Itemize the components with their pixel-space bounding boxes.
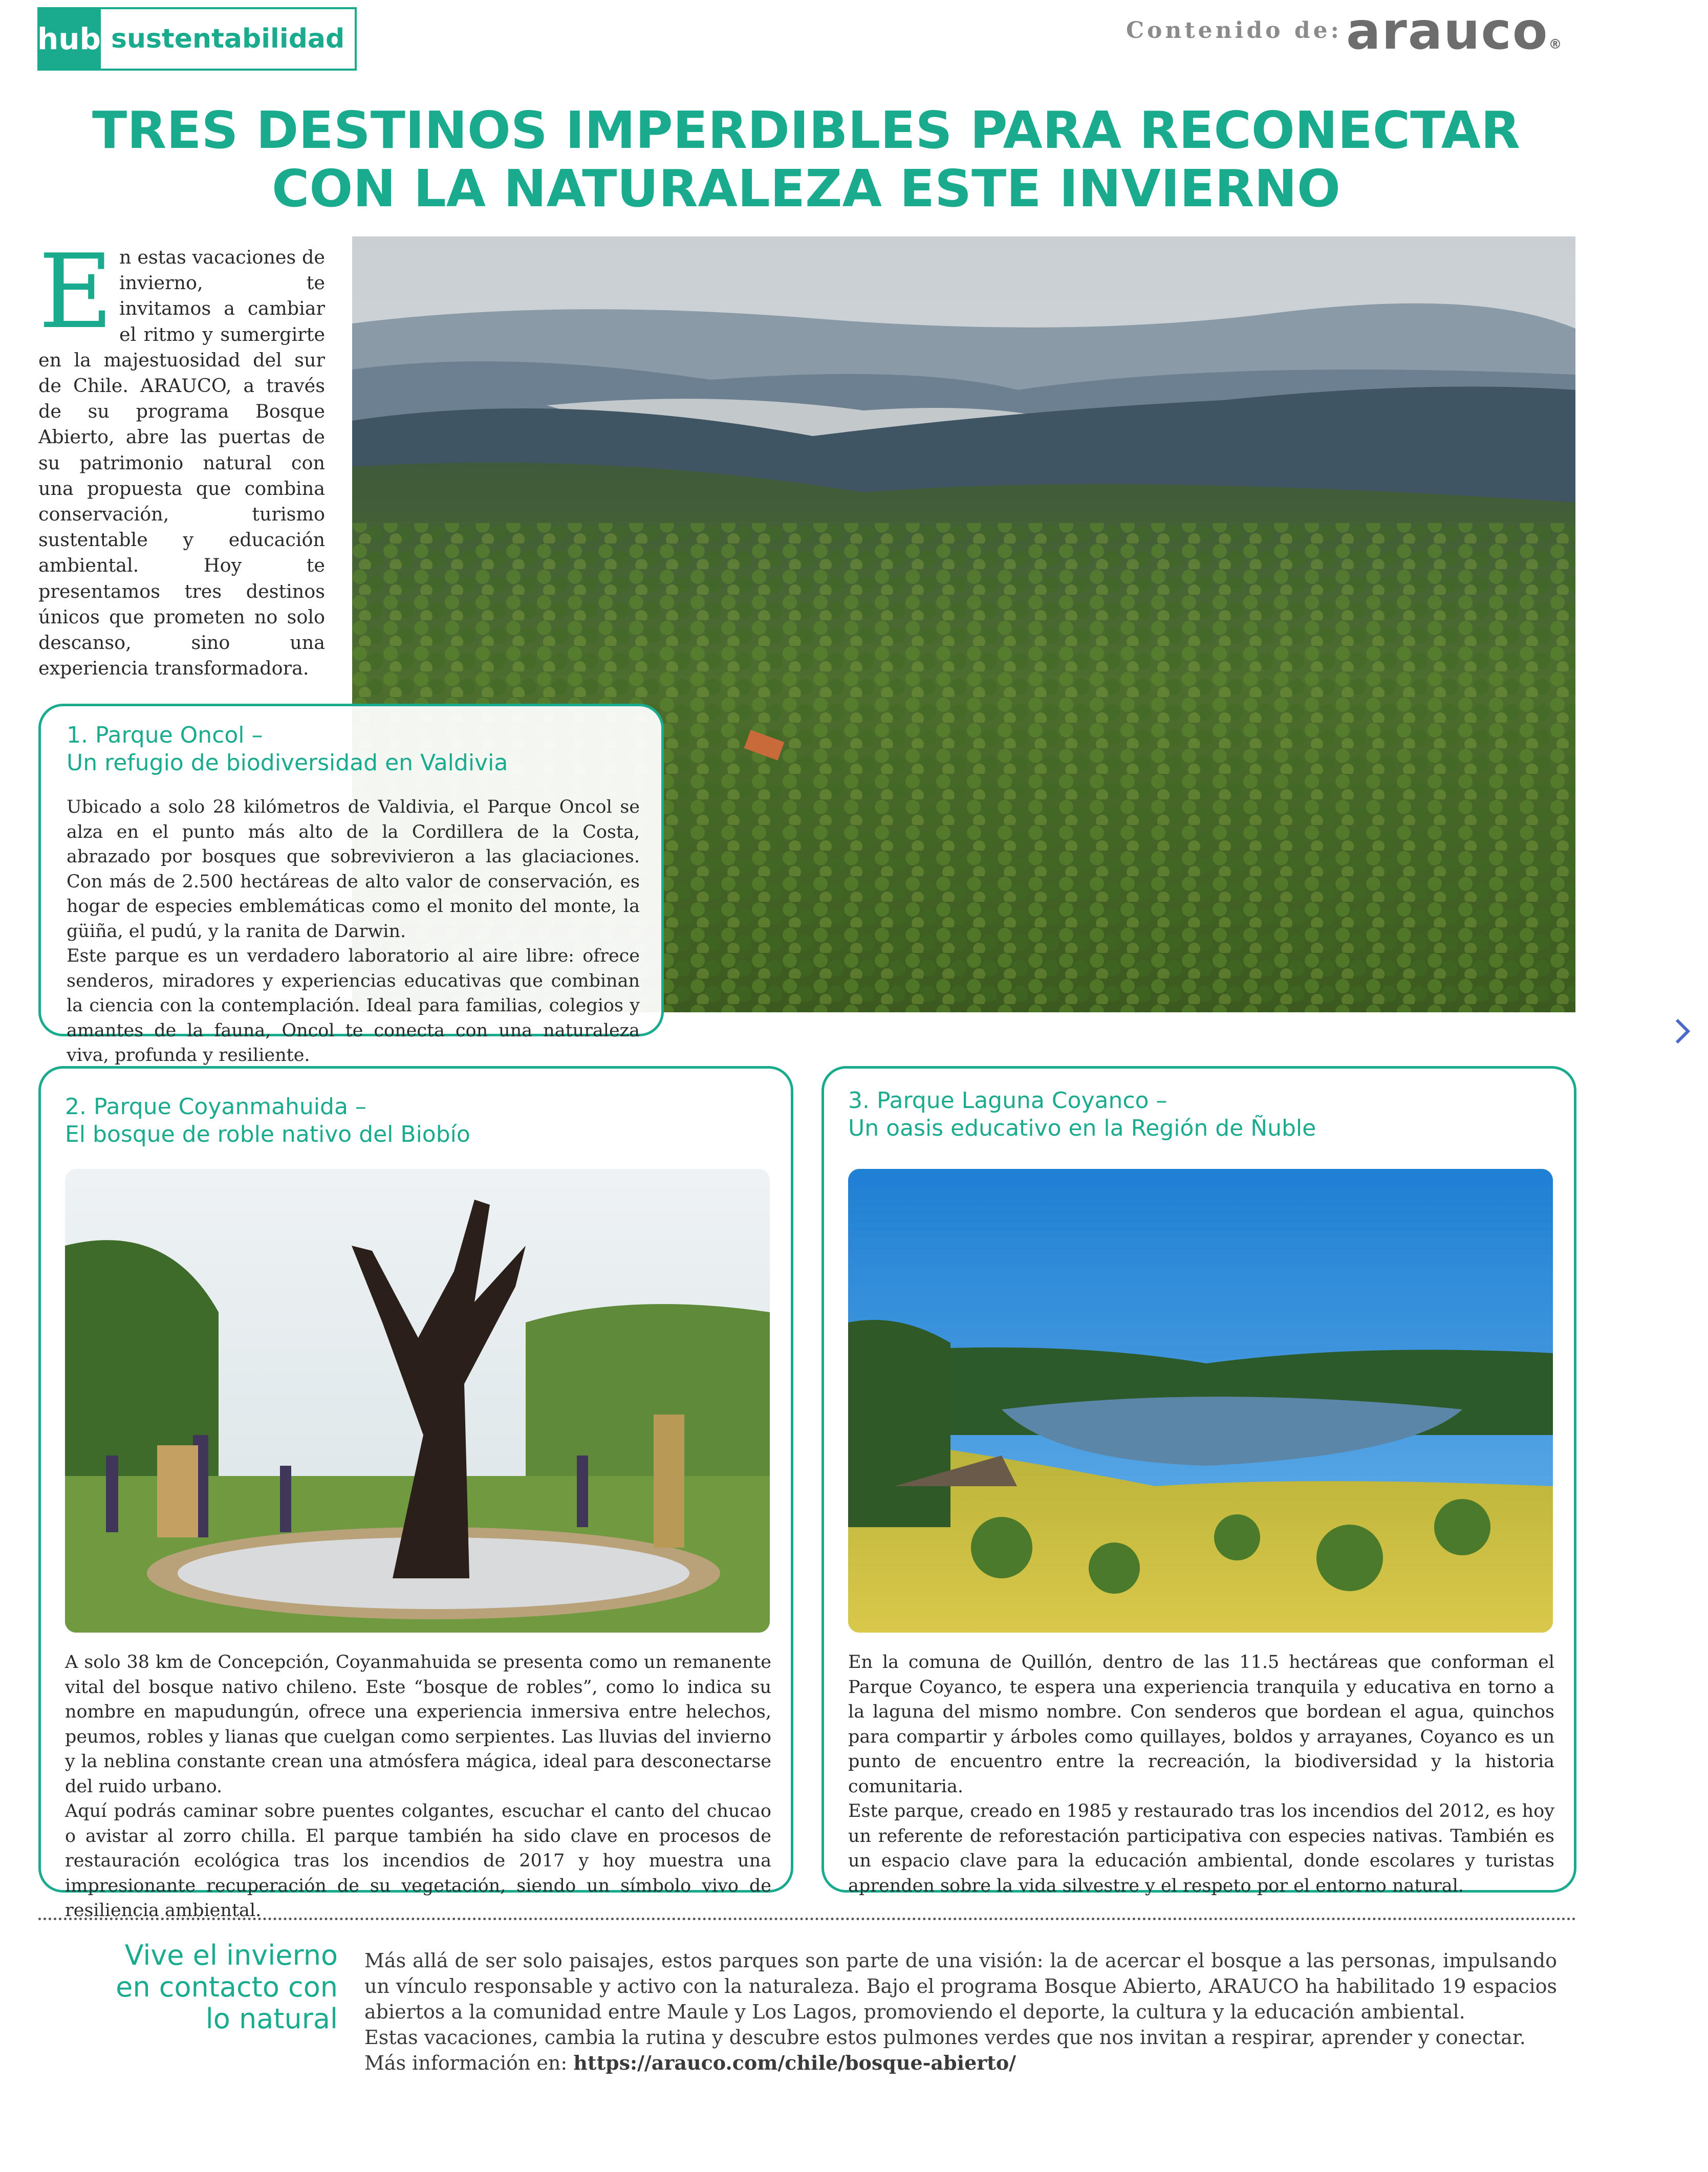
card-paragraph-1: Ubicado a solo 28 kilómetros de Valdivia, el Parque Oncol se alza en el punto más alto de la Cordillera de la Costa, abrazado por bosques que sobrevivieron a las glaciaciones. Con más de 2.500 hectáreas de alto valor de conservación, es hogar de especies emblemáticas como el monito del monte, la güiña, el pudú, y la ranita de Darwin. [67,797,640,942]
card-paragraph-2: Aquí podrás caminar sobre puentes colgantes, escuchar el canto del chucao o avistar al zorro chilla. El parque también ha sido clave en procesos de restauración ecológica tras los incendios de 2017 y hoy muestra una impresionante recuperación de su vegetación, siendo un símbolo vivo de resiliencia ambiental. [65,1801,771,1921]
card-title [67,722,640,777]
dotted-divider [38,1918,1576,1920]
card-body [65,1650,771,1923]
footer-heading-line-1: Vive el invierno [124,1939,338,1971]
card-paragraph-2: Este parque es un verdadero laboratorio al aire libre: ofrece senderos, miradores y experiencias educativas que combinan la ciencia con la contemplación. Ideal para familias, colegios y amantes de la fauna, Oncol te conecta con una naturaleza viva, profunda y resiliente. [67,946,640,1066]
chevron-right-icon[interactable] [1670,1016,1695,1047]
drop-cap: E [38,232,113,352]
card-parque-oncol [38,704,664,1066]
arauco-logo [1346,1,1562,61]
lagoon-photo [848,1169,1553,1633]
section-label: sustentabilidad [101,7,357,71]
sponsor-label: Contenido de: [1126,17,1342,44]
footer-heading [38,1940,338,2035]
intro-paragraph [38,232,325,681]
brand-name: arauco [1346,1,1549,61]
card-title [65,1093,771,1148]
card-body [67,795,640,1068]
card-parque-laguna-coyanco [821,1066,1576,1896]
burnt-tree-photo [65,1169,770,1633]
card-title-line-2: El bosque de roble nativo del Biobío [65,1121,470,1147]
card-title-line-1: 2. Parque Coyanmahuida – [65,1094,366,1120]
hub-sustentabilidad-logo [37,7,357,71]
card-title-line-2: Un oasis educativo en la Región de Ñuble [848,1115,1316,1141]
card-parque-coyanmahuida [38,1066,793,1921]
footer-text [364,1948,1557,2076]
footer-heading-line-2: en contacto con [116,1971,338,2003]
footer-paragraph-1: Más allá de ser solo paisajes, estos parques son parte de una visión: la de acercar el bosque a las personas, impulsando un vínculo responsable y activo con la naturaleza. Bajo el programa Bosque Abierto, ARAUCO ha habilitado 19 espacios abiertos a la comunidad entre Maule y Los Lagos, promoviendo el deporte, la cultura y la educación ambiental. [364,1949,1557,2023]
card-title [848,1087,1554,1142]
bosque-abierto-link[interactable]: https://arauco.com/chile/bosque-abierto/ [573,2051,1017,2074]
more-info-line [364,2050,1557,2076]
card-body [848,1650,1554,1898]
footer-paragraph-2: Estas vacaciones, cambia la rutina y descubre estos pulmones verdes que nos invitan a respirar, aprender y conectar. [364,2026,1526,2049]
card-paragraph-1: A solo 38 km de Concepción, Coyanmahuida se presenta como un remanente vital del bosque nativo chileno. Este “bosque de robles”, como lo indica su nombre en mapudungún, ofrece una experiencia inmersiva entre helechos, peumos, robles y lianas que cuelgan como serpientes. Las lluvias del invierno y la neblina constante crean una atmósfera mágica, ideal para desconectarse del ruido urbano. [65,1652,771,1797]
card-title-line-1: 1. Parque Oncol – [67,722,263,748]
page-title [0,101,1612,218]
intro-text: n estas vacaciones de invierno, te invitamos a cambiar el ritmo y sumergirte en la majestuosidad del sur de Chile. ARAUCO, a través de su programa Bosque Abierto, abre las puertas de su patrimonio natural con una propuesta que combina conservación, turismo sustentable y educación ambiental. Hoy te presentamos tres destinos únicos que prometen no solo descanso, sino una experiencia transformadora. [38,246,325,680]
title-line-1: TRES DESTINOS IMPERDIBLES PARA RECONECTAR [92,100,1520,160]
card-title-line-2: Un refugio de biodiversidad en Valdivia [67,750,508,776]
footer-heading-line-3: lo natural [205,2003,338,2035]
card-paragraph-1: En la comuna de Quillón, dentro de las 11.5 hectáreas que conforman el Parque Coyanco, te espera una experiencia tranquila y educativa en torno a la laguna del mismo nombre. Con senderos que bordean el agua, quinchos para compartir y árboles como quillayes, boldos y arrayanes, Coyanco es un punto de encuentro entre la recreación, la biodiversidad y la historia comunitaria. [848,1652,1554,1797]
card-title-line-1: 3. Parque Laguna Coyanco – [848,1088,1168,1114]
card-paragraph-2: Este parque, creado en 1985 y restaurado tras los incendios del 2012, es hoy un referente de reforestación participativa con especies nativas. También es un espacio clave para la educación ambiental, donde escolares y turistas aprenden sobre la vida silvestre y el respeto por el entorno natural. [848,1801,1554,1896]
brand-mark: ® [1548,37,1562,52]
hub-label: hub [37,7,101,71]
more-info-label: Más información en: [364,2052,568,2074]
title-line-2: CON LA NATURALEZA ESTE INVIERNO [272,159,1341,219]
